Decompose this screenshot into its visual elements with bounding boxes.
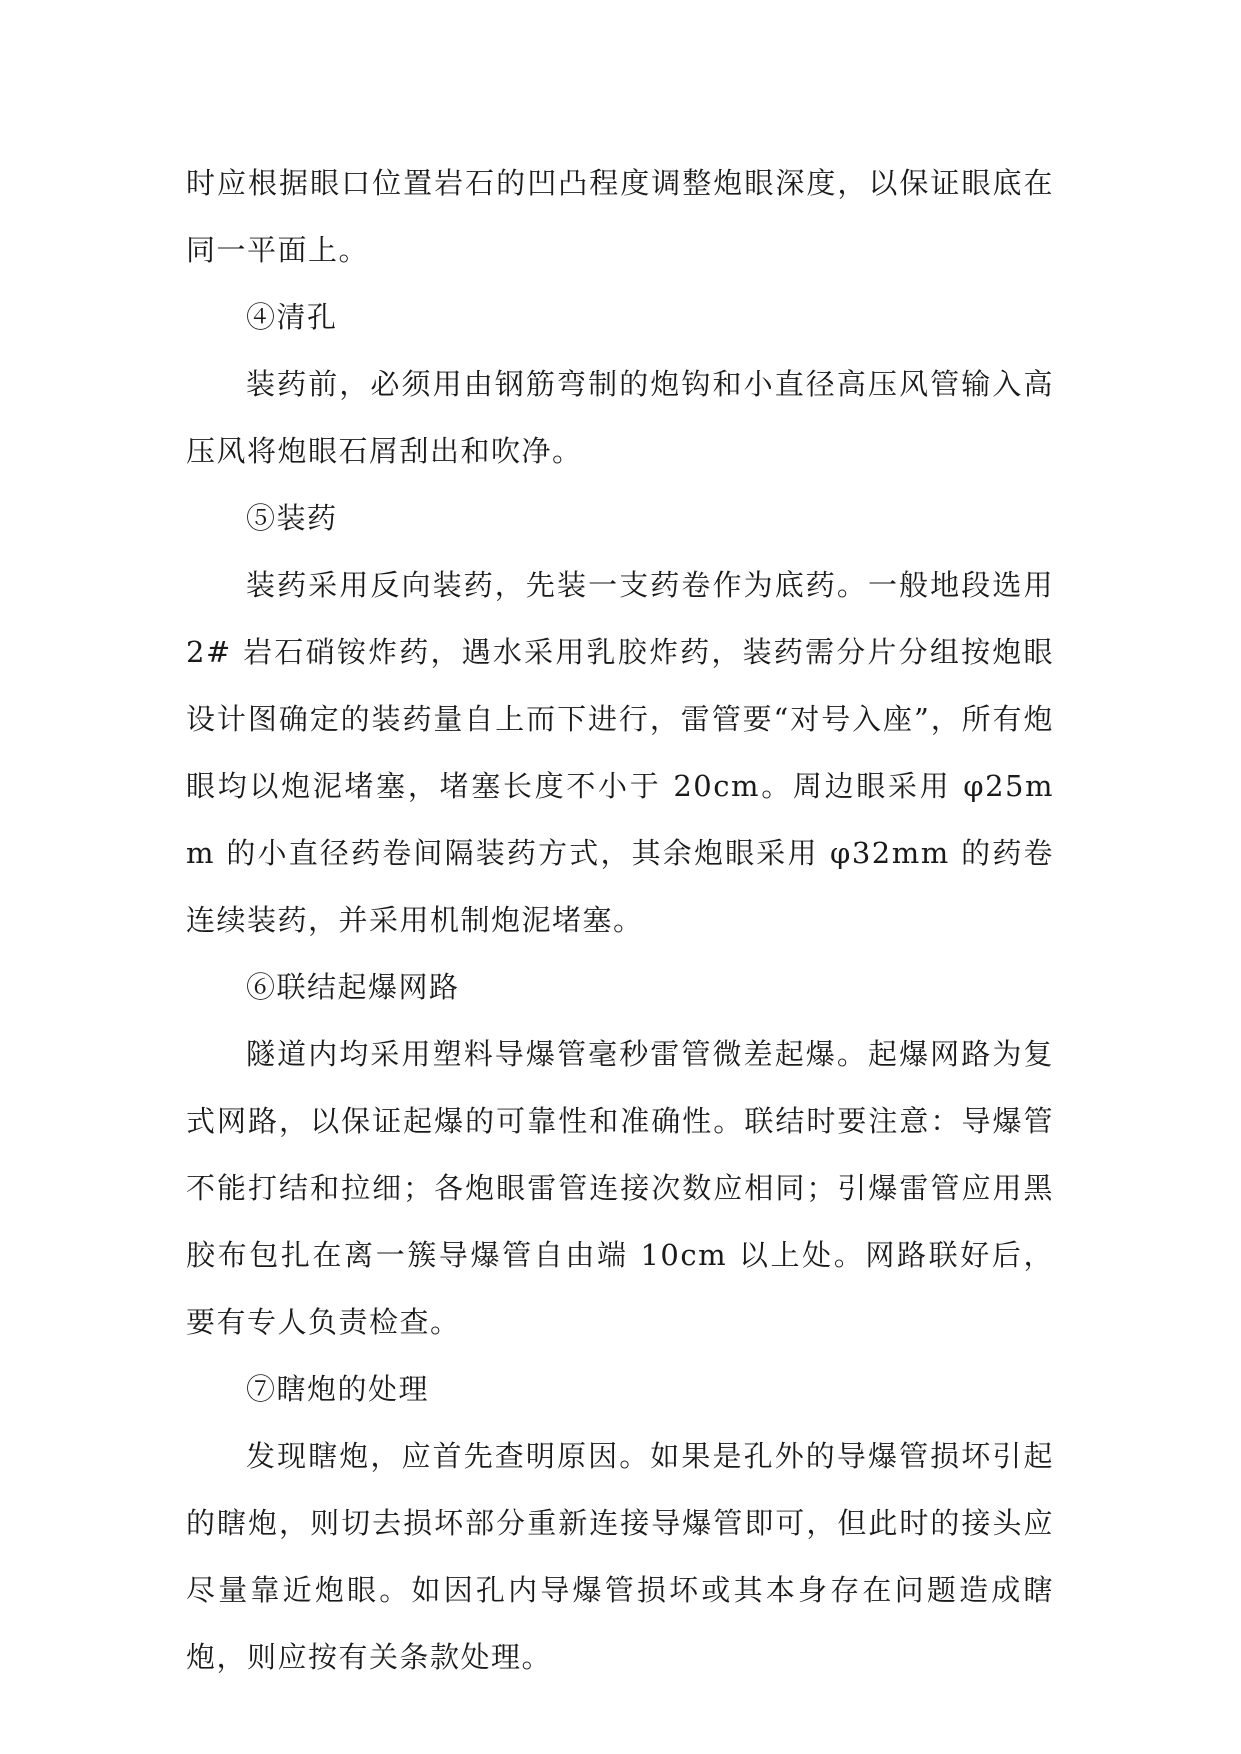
section-heading-misfire: ⑦瞎炮的处理 xyxy=(246,1372,430,1406)
document-body xyxy=(186,150,1054,1691)
section-heading-clean-hole: ④清孔 xyxy=(246,300,338,334)
paragraph-clean-hole: 装药前，必须用由钢筋弯制的炮钩和小直径高压风管输入高压风将炮眼石屑刮出和吹净。 xyxy=(186,367,1054,468)
paragraph-misfire: 发现瞎炮，应首先查明原因。如果是孔外的导爆管损坏引起的瞎炮，则切去损坏部分重新连接导爆管即可，但此时的接头应尽量靠近炮眼。如因孔内导爆管损坏或其本身存在问题造成瞎炮，则应按有关条款处理。 xyxy=(186,1439,1054,1674)
section-heading-charging: ⑤装药 xyxy=(246,501,338,535)
paragraph-detonation-network: 隧道内均采用塑料导爆管毫秒雷管微差起爆。起爆网路为复式网路，以保证起爆的可靠性和准确性。联结时要注意：导爆管不能打结和拉细；各炮眼雷管连接次数应相同；引爆雷管应用黑胶布包扎在离一簇导爆管自由端 10cm 以上处。网路联好后，要有专人负责检查。 xyxy=(186,1037,1054,1339)
paragraph-continuation: 时应根据眼口位置岩石的凹凸程度调整炮眼深度，以保证眼底在同一平面上。 xyxy=(186,166,1054,267)
section-heading-detonation-network: ⑥联结起爆网路 xyxy=(246,970,460,1004)
paragraph-charging: 装药采用反向装药，先装一支药卷作为底药。一般地段选用 2# 岩石硝铵炸药，遇水采用乳胶炸药，装药需分片分组按炮眼设计图确定的装药量自上而下进行，雷管要“对号入座”，所有炮眼均以炮泥堵塞，堵塞长度不小于 20cm。周边眼采用 φ25mm 的小直径药卷间隔装药方式，其余炮眼采用 φ32mm 的药卷连续装药，并采用机制炮泥堵塞。 xyxy=(186,568,1054,937)
